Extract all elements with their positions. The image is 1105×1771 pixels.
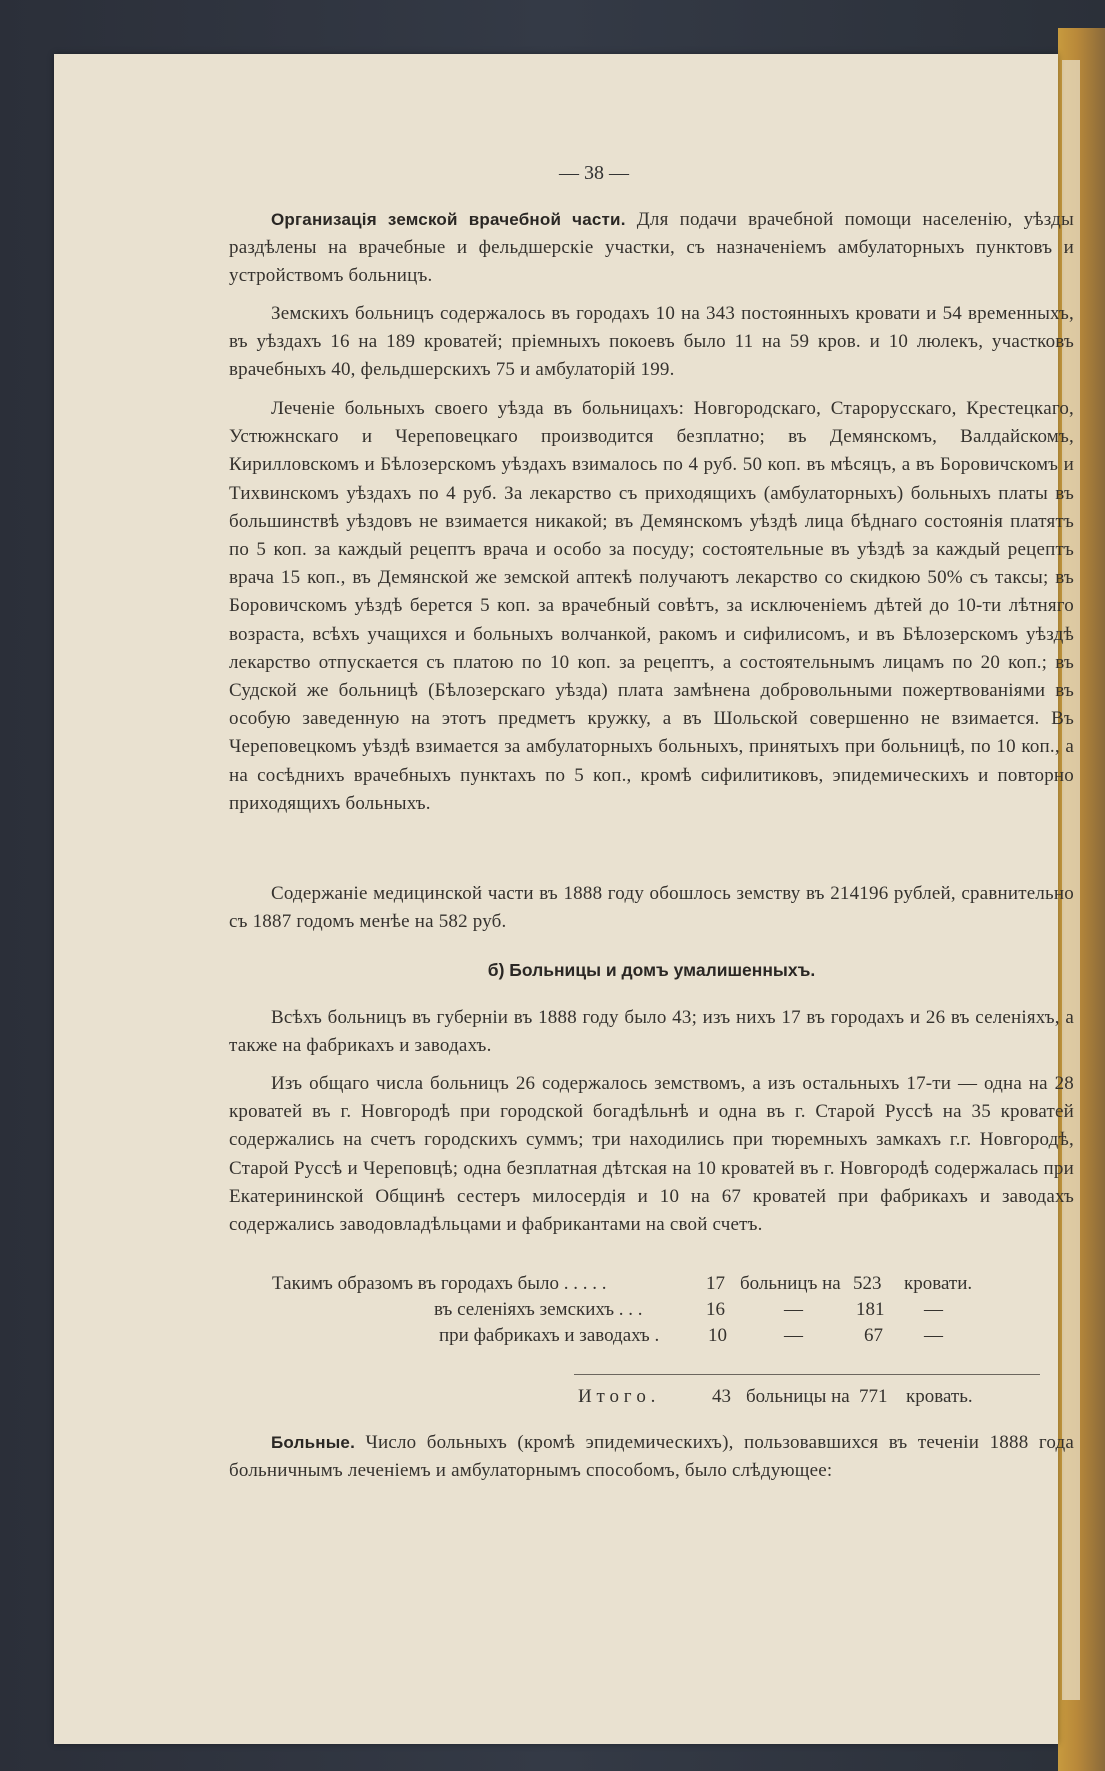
summary-word: больницъ на — [740, 1273, 841, 1294]
total-count: 43 — [712, 1386, 731, 1407]
total-unit: кровать. — [906, 1386, 973, 1407]
document-page — [54, 54, 1074, 1744]
summary-beds: 523 — [853, 1273, 882, 1294]
summary-unit: — — [924, 1325, 943, 1346]
summary-count: 16 — [706, 1299, 725, 1320]
summary-count: 17 — [706, 1273, 725, 1294]
page-number: — 38 — — [559, 162, 629, 184]
paragraph-hospital-count-text: Всѣхъ больницъ въ губерніи въ 1888 году было 43; изъ нихъ 17 въ городахъ и 26 въ селеніяхъ, а также на фабрикахъ и заводахъ. — [229, 1007, 1074, 1057]
paragraph-treatment-text: Леченіе больныхъ своего уѣзда въ больницахъ: Новгородскаго, Старорусскаго, Крестецкаго, Устюжнскаго и Череповецкаго производится безплатно; въ Демянскомъ, Валдайскомъ, Кирилловскомъ и Бѣлозерскомъ уѣздахъ взималось по 4 руб. 50 коп. въ мѣсяцъ, а въ Боровичскомъ и Тихвинскомъ уѣздахъ по 4 руб. За лекарство съ приходящихъ (амбулаторныхъ) больныхъ платы въ большинствѣ уѣздовъ не взимается никакой; въ Демянскомъ уѣздѣ лица бѣднаго состоянія платятъ по 5 коп. за каждый рецептъ врача и особо за посуду; состоятельные въ уѣздѣ за каждый рецептъ врача 15 коп., въ Демянской же земской аптекѣ получаютъ лекарство со скидкою 50% съ таксы; въ Боровичскомъ уѣздѣ берется 5 коп. за врачебный совѣтъ, за исключеніемъ дѣтей до 10-ти лѣтняго возраста, всѣхъ учащихся и больныхъ волчанкой, ракомъ и сифилисомъ, и въ Бѣлозерскомъ уѣздѣ лекарство отпускается съ платою по 10 коп. за рецептъ, а состоятельнымъ лицамъ по 20 коп.; въ Судской же больницѣ (Бѣлозерскаго уѣзда) плата замѣнена добровольными пожертвованіями въ особую заведенную на этотъ предметъ кружку, а въ Шольской совершенно не взимается. Въ Череповецкомъ уѣздѣ взимается за амбулаторныхъ больныхъ, принятыхъ при больницѣ, по 10 коп., а на сосѣднихъ врачебныхъ пунктахъ по 5 коп., кромѣ сифилитиковъ, эпидемическихъ и повторно приходящихъ больныхъ. — [229, 398, 1074, 814]
summary-beds: 67 — [864, 1325, 883, 1346]
paragraph-hospital-breakdown — [229, 1070, 1074, 1239]
paragraph-hospital-breakdown-text: Изъ общаго числа больницъ 26 содержалось земствомъ, а изъ остальныхъ 17-ти — одна на 28 кроватей въ г. Новгородѣ при городской богадѣльнѣ и одна въ г. Старой Руссѣ на 35 кроватей содержались на счетъ городскихъ суммъ; три находились при тюремныхъ замкахъ г.г. Новгородѣ, Старой Руссѣ и Череповцѣ; одна безплатная дѣтская на 10 кроватей въ г. Новгородѣ содержалась при Екатерининской Общинѣ сестеръ милосердія и 10 на 67 кроватей при фабрикахъ и заводахъ содержались заводовладѣльцами и фабрикантами на свой счетъ. — [229, 1073, 1074, 1236]
paragraph-zemstvo-hospitals — [229, 300, 1074, 385]
paragraph-treatment — [229, 395, 1074, 818]
paragraph-patients-text: Число больныхъ (кромѣ эпидемическихъ), пользовавшихся въ теченіи 1888 года больничнымъ леченіемъ и амбулаторнымъ способомъ, было слѣдующее: — [229, 1432, 1074, 1482]
summary-unit: — — [924, 1299, 943, 1320]
paragraph-organization-text: Для подачи врачебной помощи населенію, уѣзды раздѣлены на врачебные и фельдшерскіе участки, съ назначеніемъ амбулаторныхъ пунктовъ и устройствомъ больницъ. — [229, 209, 1074, 287]
total-label: И т о г о . — [578, 1386, 656, 1407]
paragraph-costs — [229, 880, 1074, 936]
total-divider — [574, 1374, 1040, 1375]
summary-word: — — [784, 1325, 803, 1346]
summary-label: въ селеніяхъ земскихъ . . . — [434, 1299, 643, 1320]
paragraph-zemstvo-hospitals-text: Земскихъ больницъ содержалось въ городахъ 10 на 343 постоянныхъ кровати и 54 временныхъ, въ уѣздахъ 16 на 189 кроватей; пріемныхъ покоевъ было 11 на 59 кров. и 10 люлекъ, участковъ врачебныхъ 40, фельдшерскихъ 75 и амбулаторій 199. — [229, 303, 1074, 381]
paragraph-organization — [229, 206, 1074, 291]
summary-label: Такимъ образомъ въ городахъ было . . . . . — [272, 1273, 607, 1294]
summary-unit: кровати. — [904, 1273, 973, 1294]
summary-beds: 181 — [856, 1299, 885, 1320]
summary-label: при фабрикахъ и заводахъ . — [439, 1325, 660, 1346]
paragraph-hospital-count — [229, 1004, 1074, 1060]
total-word: больницы на — [746, 1386, 850, 1407]
section-heading-organization: Организація земской врачебной части. — [271, 210, 626, 229]
paragraph-patients — [229, 1429, 1074, 1485]
total-beds: 771 — [859, 1386, 888, 1407]
summary-count: 10 — [708, 1325, 727, 1346]
summary-word: — — [784, 1299, 803, 1320]
section-heading-hospitals: б) Больницы и домъ умалишенныхъ. — [487, 960, 816, 980]
paragraph-costs-text: Содержаніе медицинской части въ 1888 году обошлось земству въ 214196 рублей, сравнительно съ 1887 годомъ менѣе на 582 руб. — [229, 883, 1074, 933]
section-heading-patients: Больные. — [271, 1433, 355, 1452]
